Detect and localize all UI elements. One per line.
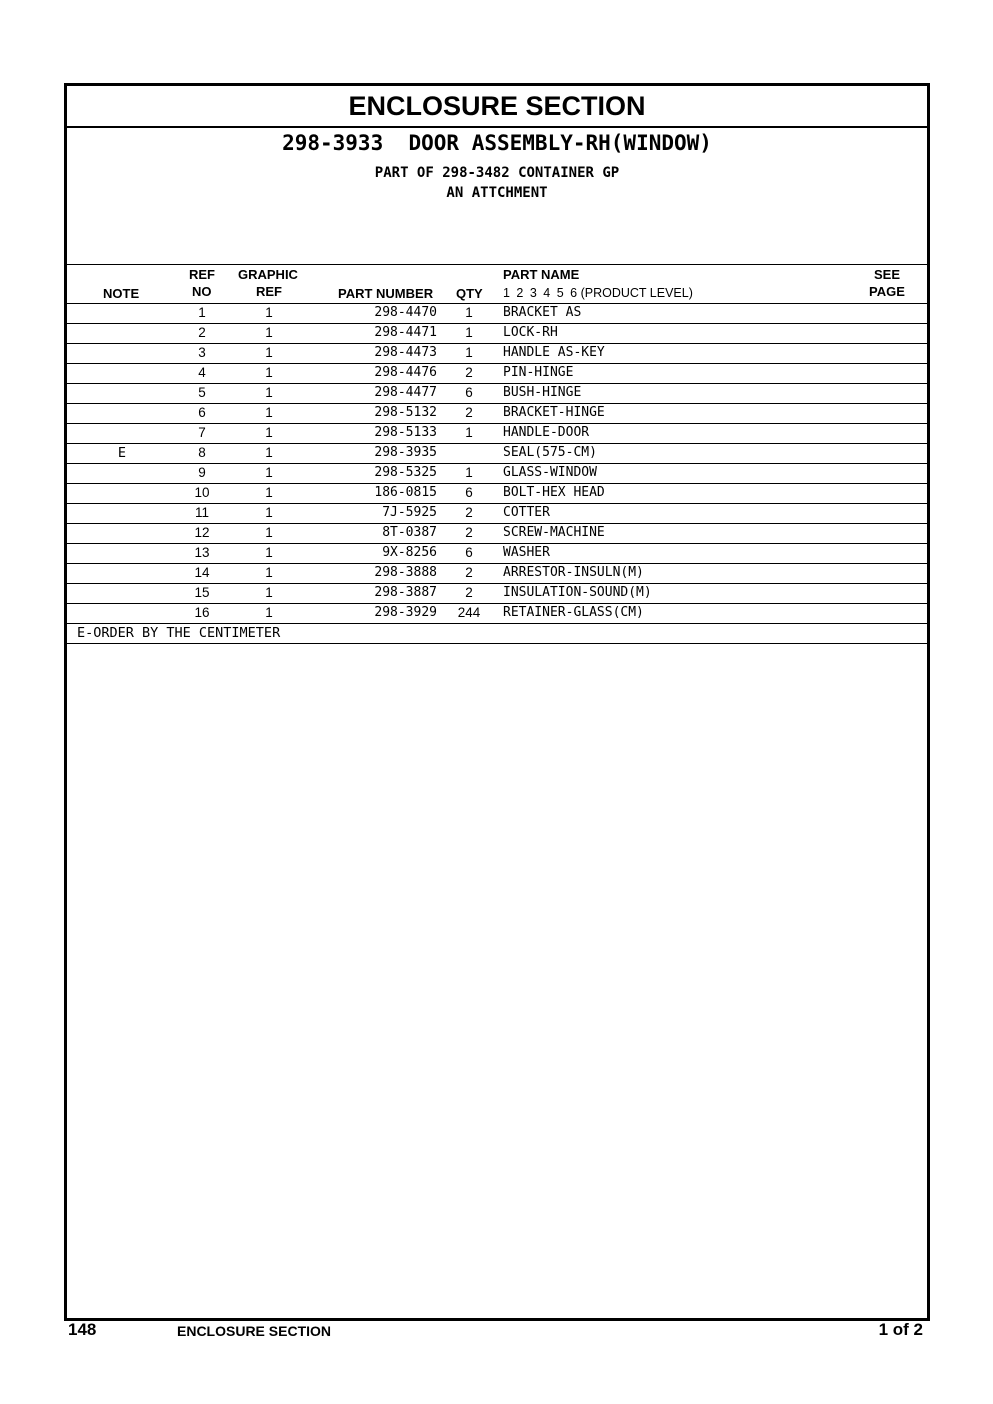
footer-section-name: ENCLOSURE SECTION	[177, 1323, 332, 1339]
cell-ref-no: 12	[194, 525, 210, 540]
cell-part-name: COTTER	[503, 505, 550, 520]
cell-qty: 6	[465, 545, 473, 560]
cell-part-number: 298-5132	[374, 405, 437, 420]
cell-part-name: WASHER	[503, 545, 550, 560]
cell-qty: 2	[465, 585, 473, 600]
cell-graphic-ref: 1	[265, 585, 273, 600]
cell-part-name: SEAL(575-CM)	[503, 445, 597, 460]
cell-part-name: PIN-HINGE	[503, 365, 574, 380]
cell-ref-no: 5	[198, 385, 206, 400]
footnote-row	[67, 624, 927, 644]
cell-ref-no: 15	[194, 585, 210, 600]
document-title: 298-3933 DOOR ASSEMBLY-RH(WINDOW)	[282, 131, 712, 155]
cell-ref-no: 7	[198, 425, 206, 440]
table-row	[67, 484, 927, 504]
cell-qty: 1	[465, 345, 473, 360]
cell-ref-no: 3	[198, 345, 206, 360]
product-level-numbers: 1 2 3 4 5 6	[503, 286, 578, 300]
table-row	[67, 384, 927, 404]
cell-graphic-ref: 1	[265, 605, 273, 620]
cell-part-name: RETAINER-GLASS(CM)	[503, 605, 644, 620]
cell-graphic-ref: 1	[265, 505, 273, 520]
cell-part-name: BRACKET AS	[503, 305, 582, 320]
footnote-text: E-ORDER BY THE CENTIMETER	[77, 625, 281, 641]
header-part-name: PART NAME	[503, 267, 580, 282]
cell-part-number: 298-4476	[374, 365, 437, 380]
table-row	[67, 424, 927, 444]
table-row	[67, 404, 927, 424]
table-row	[67, 364, 927, 384]
cell-graphic-ref: 1	[265, 465, 273, 480]
cell-graphic-ref: 1	[265, 565, 273, 580]
cell-part-number: 298-3887	[374, 585, 437, 600]
table-row	[67, 584, 927, 604]
cell-graphic-ref: 1	[265, 445, 273, 460]
cell-part-number: 298-3929	[374, 605, 437, 620]
table-row	[67, 344, 927, 364]
cell-graphic-ref: 1	[265, 485, 273, 500]
footer-page-of: 1 of 2	[878, 1320, 923, 1339]
cell-note: E	[117, 445, 127, 461]
cell-ref-no: 4	[198, 365, 206, 380]
cell-ref-no: 1	[198, 305, 206, 320]
cell-ref-no: 11	[194, 505, 209, 520]
header-graphic-bottom: REF	[256, 284, 282, 299]
cell-qty: 2	[465, 405, 473, 420]
header-graphic-top: GRAPHIC	[238, 267, 298, 282]
cell-qty: 1	[465, 305, 473, 320]
header-ref-top: REF	[189, 267, 215, 282]
cell-qty: 2	[465, 505, 473, 520]
cell-qty: 6	[465, 385, 473, 400]
cell-part-number: 298-4473	[374, 345, 437, 360]
cell-part-name: SCREW-MACHINE	[503, 525, 605, 540]
header-qty: QTY	[456, 286, 483, 301]
cell-graphic-ref: 1	[265, 365, 273, 380]
cell-qty: 2	[465, 525, 473, 540]
cell-part-name: ARRESTOR-INSULN(M)	[503, 565, 644, 580]
cell-part-number: 9X-8256	[382, 545, 437, 560]
cell-qty: 1	[465, 465, 473, 480]
cell-graphic-ref: 1	[265, 545, 273, 560]
cell-qty: 2	[465, 565, 473, 580]
cell-part-name: GLASS-WINDOW	[503, 465, 597, 480]
table-row	[67, 544, 927, 564]
footer-page-number: 148	[68, 1320, 97, 1339]
cell-graphic-ref: 1	[265, 325, 273, 340]
header-product-levels	[503, 286, 693, 300]
cell-part-number: 298-3935	[374, 445, 437, 460]
parts-table	[67, 303, 927, 644]
product-level-label: (PRODUCT LEVEL)	[580, 286, 693, 300]
header-see-top: SEE	[874, 267, 901, 282]
cell-ref-no: 6	[198, 405, 206, 420]
cell-part-number: 298-5325	[374, 465, 437, 480]
cell-qty: 6	[465, 485, 473, 500]
table-row	[67, 564, 927, 584]
cell-qty: 244	[457, 605, 481, 620]
subtitle-parent-group: PART OF 298-3482 CONTAINER GP	[374, 165, 620, 181]
cell-part-number: 298-4471	[374, 325, 437, 340]
table-row	[67, 504, 927, 524]
table-row	[67, 444, 927, 464]
header-ref-bottom: NO	[192, 284, 212, 299]
cell-ref-no: 14	[194, 565, 210, 580]
cell-part-number: 298-3888	[374, 565, 437, 580]
header-see-bottom: PAGE	[869, 284, 905, 299]
cell-ref-no: 10	[194, 485, 210, 500]
cell-part-name: HANDLE AS-KEY	[503, 345, 605, 360]
table-row	[67, 303, 927, 324]
cell-part-name: INSULATION-SOUND(M)	[503, 585, 652, 600]
cell-qty: 1	[465, 325, 473, 340]
table-row	[67, 524, 927, 544]
cell-graphic-ref: 1	[265, 525, 273, 540]
cell-part-name: BRACKET-HINGE	[503, 405, 605, 420]
cell-graphic-ref: 1	[265, 385, 273, 400]
cell-qty: 2	[465, 365, 473, 380]
cell-part-name: LOCK-RH	[503, 325, 558, 340]
cell-part-name: BUSH-HINGE	[503, 385, 582, 400]
cell-part-number: 7J-5925	[382, 505, 437, 520]
cell-part-number: 298-5133	[374, 425, 437, 440]
table-row	[67, 604, 927, 624]
cell-graphic-ref: 1	[265, 345, 273, 360]
table-row	[67, 464, 927, 484]
cell-part-number: 298-4477	[374, 385, 437, 400]
page-frame	[64, 83, 930, 1321]
cell-part-name: BOLT-HEX HEAD	[503, 485, 605, 500]
header-note: NOTE	[103, 286, 140, 301]
cell-part-number: 8T-0387	[382, 525, 437, 540]
cell-graphic-ref: 1	[265, 405, 273, 420]
cell-graphic-ref: 1	[265, 425, 273, 440]
table-header	[67, 264, 927, 304]
cell-ref-no: 2	[198, 325, 206, 340]
header-part-number: PART NUMBER	[338, 286, 434, 301]
cell-ref-no: 9	[198, 465, 206, 480]
cell-graphic-ref: 1	[265, 305, 273, 320]
section-title: ENCLOSURE SECTION	[67, 86, 927, 128]
table-row	[67, 324, 927, 344]
cell-ref-no: 8	[198, 445, 206, 460]
cell-part-number: 186-0815	[374, 485, 437, 500]
cell-ref-no: 13	[194, 545, 210, 560]
cell-qty: 1	[465, 425, 473, 440]
subtitle-attachment: AN ATTCHMENT	[446, 185, 548, 201]
cell-ref-no: 16	[194, 605, 210, 620]
cell-part-number: 298-4470	[374, 305, 437, 320]
cell-part-name: HANDLE-DOOR	[503, 425, 590, 440]
